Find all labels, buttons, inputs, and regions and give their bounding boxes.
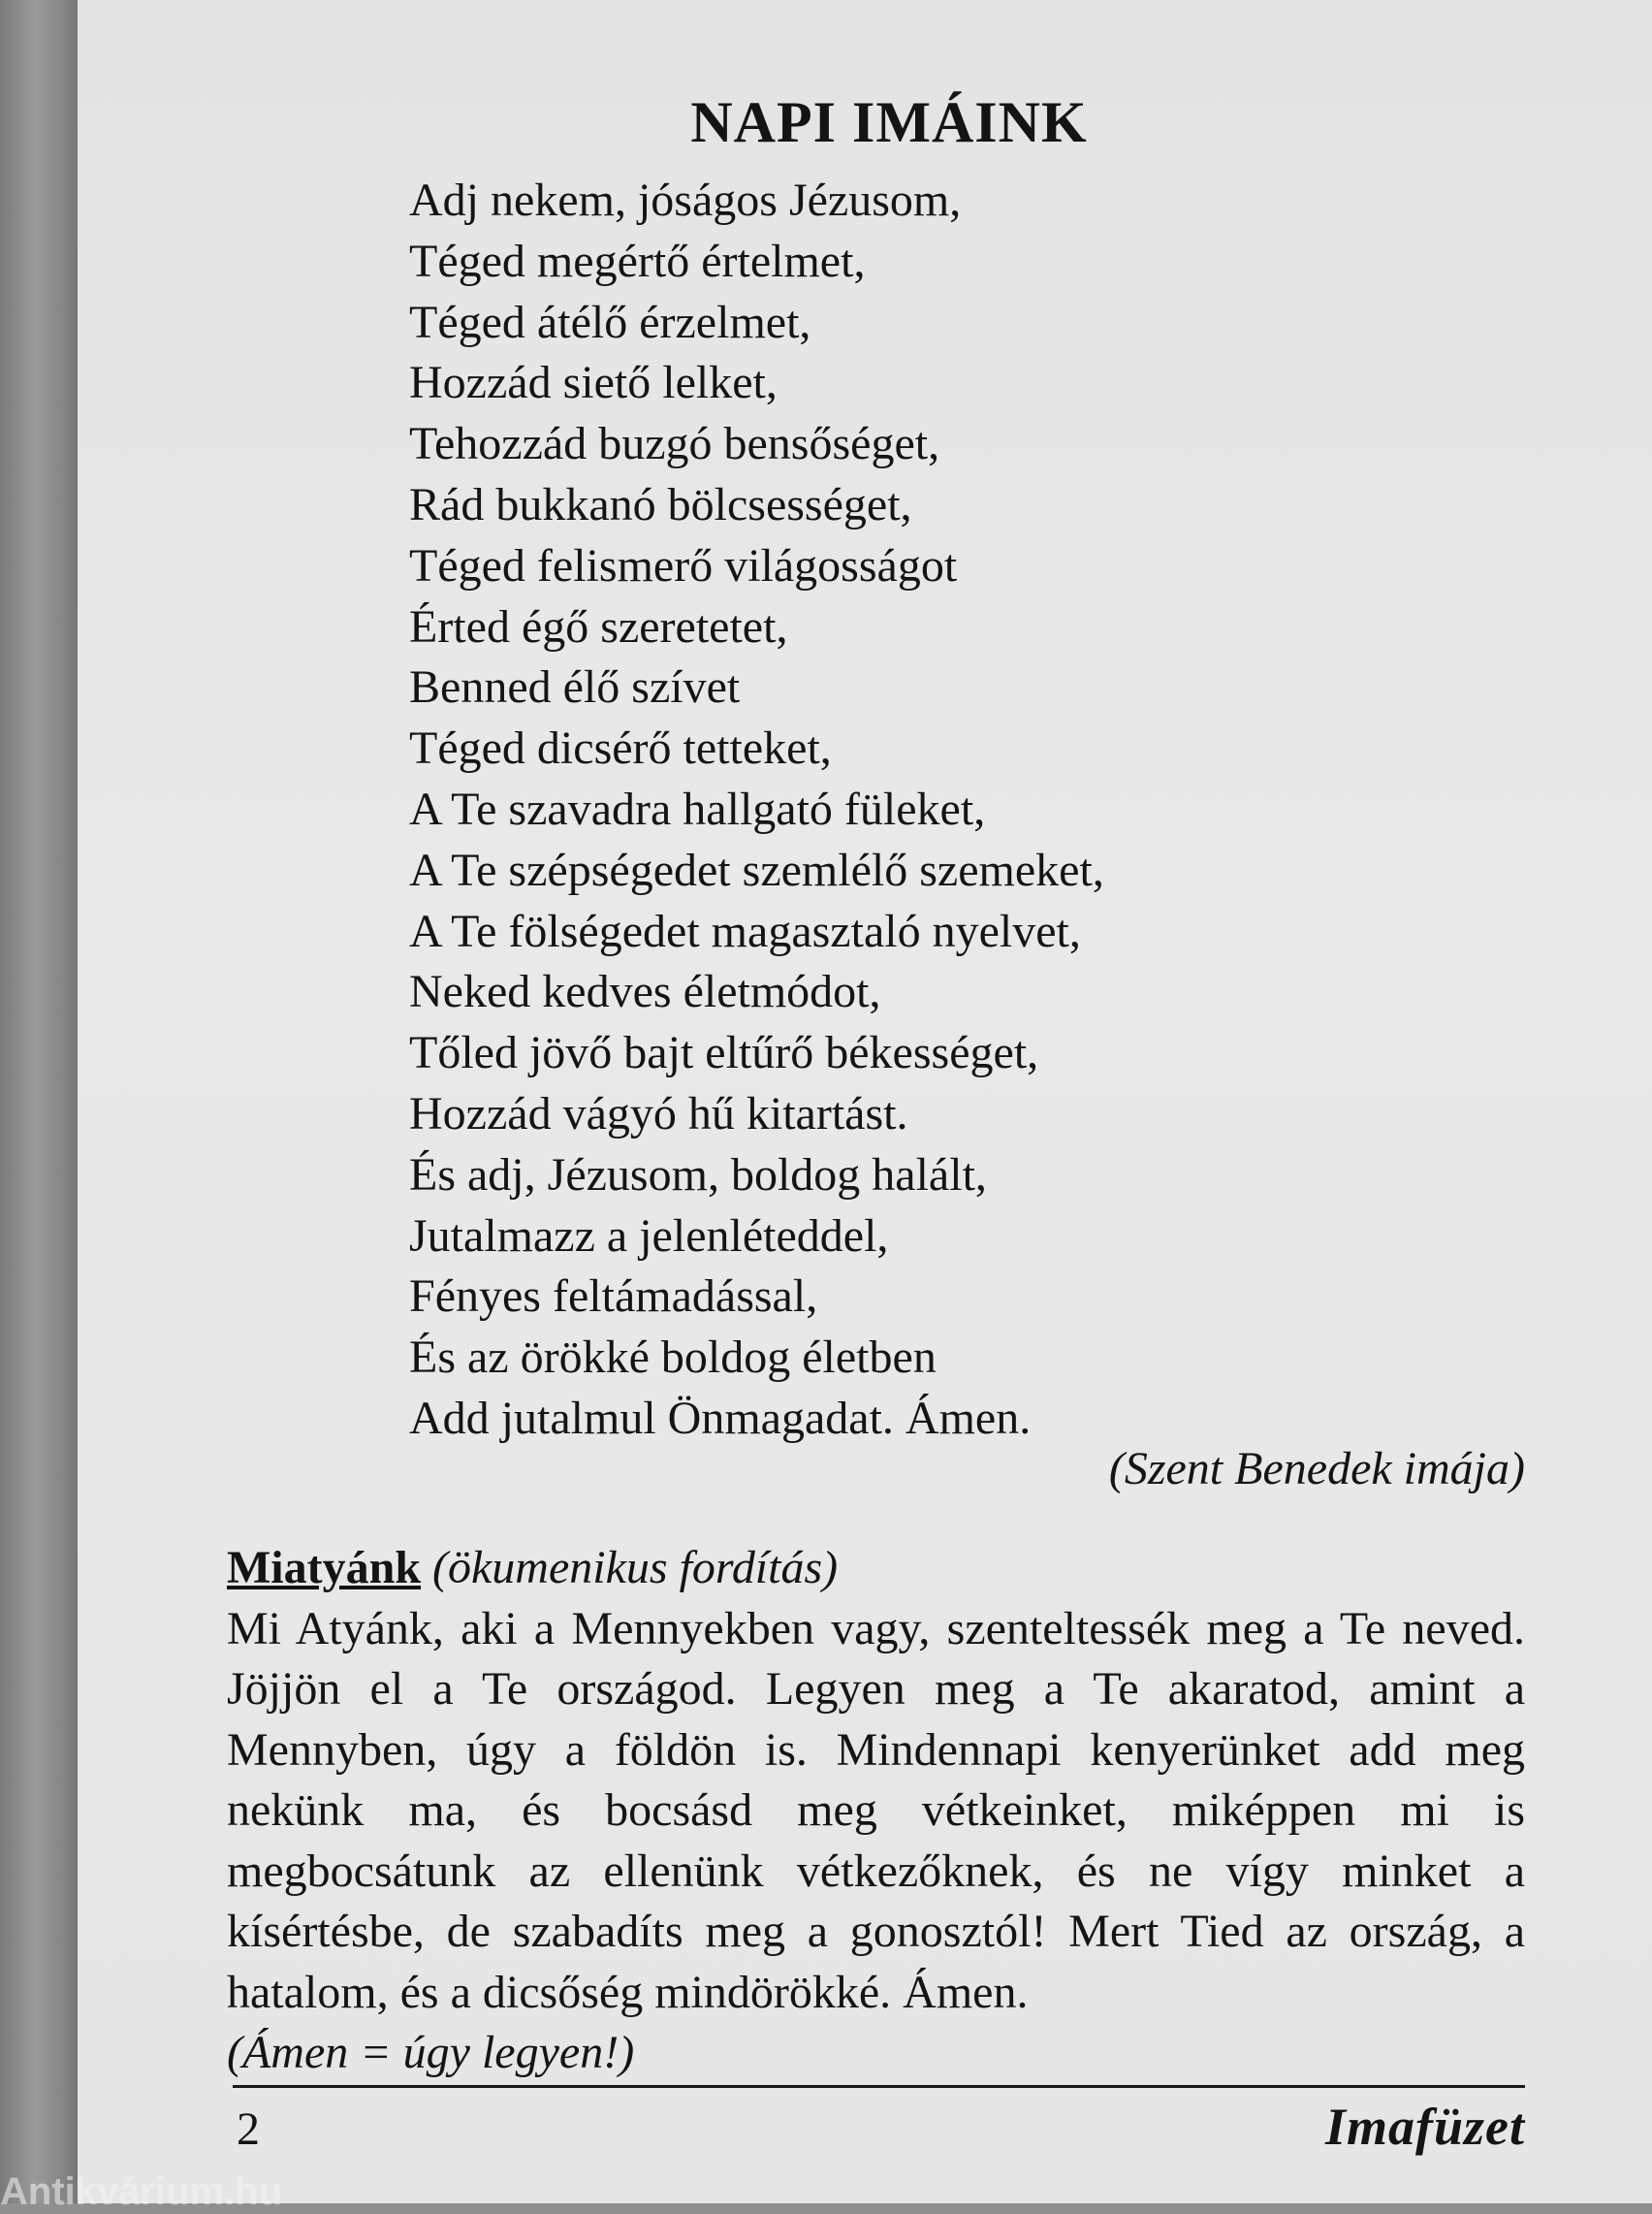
poem-line: A Te szépségedet szemlélő szemeket, [409, 844, 1104, 896]
poem-line: Érted égő szeretetet, [409, 600, 788, 653]
booklet-title: Imafüzet [1324, 2098, 1525, 2156]
binding-strip [0, 0, 87, 2203]
poem-line: Hozzád siető lelket, [409, 357, 778, 409]
page-number: 2 [237, 2103, 260, 2155]
footer-divider [233, 2085, 1525, 2088]
section-title: Miatyánk [227, 1542, 422, 1593]
section-heading [227, 1538, 1525, 1599]
poem-line: Hozzád vágyó hű kitartást. [409, 1087, 908, 1139]
poem-line: Add jutalmul Önmagadat. Ámen. [409, 1392, 1032, 1444]
watermark-text: Antikvárium.hu [0, 2170, 283, 2213]
poem-line: Neked kedves életmódot, [409, 966, 881, 1018]
poem-line: És adj, Jézusom, boldog halált, [409, 1148, 987, 1201]
poem-line: Téged megértő értelmet, [409, 235, 866, 287]
poem-line: Jutalmazz a jelenléteddel, [409, 1209, 889, 1262]
poem-line: Adj nekem, jóságos Jézusom, [409, 175, 962, 226]
poem-line: Benned élő szívet [409, 661, 741, 714]
poem-line: Tehozzád buzgó bensőséget, [409, 418, 940, 470]
poem-line: És az örökké boldog életben [409, 1332, 937, 1384]
poem-line: Fényes feltámadással, [409, 1270, 818, 1323]
page-title: NAPI IMÁINK [690, 90, 1088, 154]
prayer-text: Mi Atyánk, aki a Mennyekben vagy, szenteltessék meg a Te neved. Jöjjön el a Te országod. Legyen meg a Te akaratod, amint a Mennyben, úgy a földön is. Mindennapi kenyerünket add meg nekünk ma, és bocsásd meg vétkeinket, miképpen mi is megbocsátunk az ellenünk vétkezőknek, és ne vígy minket a kísértésbe, de szabadíts meg a gonosztól! Mert Tied az ország, a hatalom, és a dicsőség mindörökké. Ámen. [227, 1602, 1525, 2018]
poem-line: Téged átélő érzelmet, [409, 296, 811, 348]
lords-prayer-section [227, 1538, 1525, 2084]
amen-note: (Ámen = úgy legyen!) [227, 2027, 635, 2078]
section-subtitle: (ökumenikus fordítás) [432, 1542, 839, 1593]
poem-line: Téged felismerő világosságot [409, 539, 958, 592]
poem-line: A Te szavadra hallgató füleket, [409, 783, 986, 835]
poem-attribution: (Szent Benedek imája) [1108, 1443, 1525, 1494]
poem-line: Rád bukkanó bölcsességet, [409, 478, 912, 530]
prayer-poem [409, 171, 1104, 1450]
booklet-page [78, 0, 1652, 2203]
poem-line: Téged dicsérő tetteket, [409, 722, 832, 775]
poem-line: Tőled jövő bajt eltűrő békességet, [409, 1027, 1039, 1079]
poem-line: A Te fölségedet magasztaló nyelvet, [409, 905, 1081, 957]
